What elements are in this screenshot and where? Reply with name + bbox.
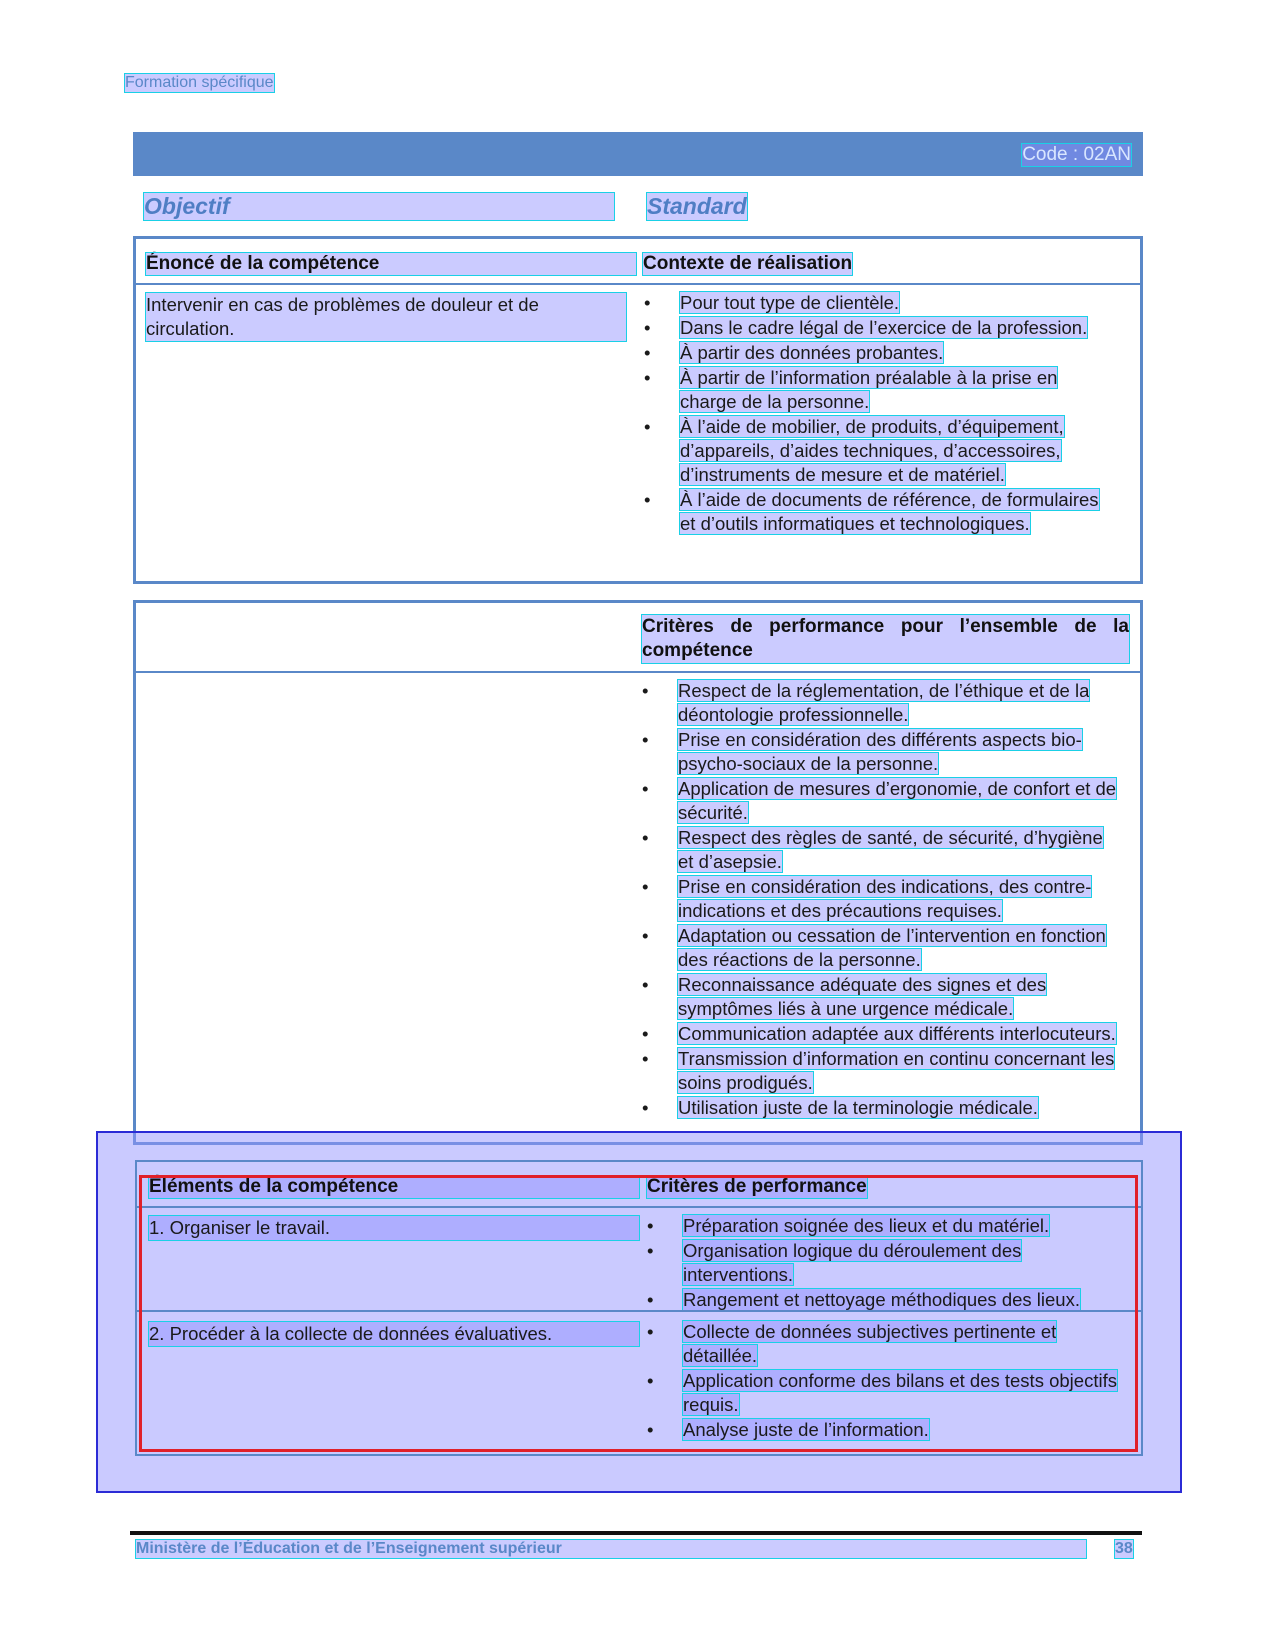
overall-criterion — [642, 1047, 1122, 1095]
context-item-text: Dans le cadre légal de l’exercice de la profession. — [680, 317, 1088, 338]
context-item — [644, 488, 1114, 536]
competence-context-table — [133, 236, 1143, 584]
performance-criterion-text: Analyse juste de l’information. — [683, 1419, 929, 1440]
footer-ministry: Ministère de l’Éducation et de l’Enseignement supérieur — [136, 1540, 1086, 1558]
context-item — [644, 316, 1114, 340]
overall-criterion-text: Adaptation ou cessation de l’intervention en fonction des réactions de la personne. — [678, 925, 1106, 970]
overall-criterion-text: Transmission d’information en continu concernant les soins prodigués. — [678, 1048, 1115, 1093]
element-1: 1. Organiser le travail. — [149, 1216, 639, 1240]
overall-criterion-text: Prise en considération des indications, des contre-indications et des précautions requises. — [678, 876, 1092, 921]
overall-criterion — [642, 924, 1122, 972]
overall-criterion — [642, 679, 1122, 727]
performance-criterion-text: Collecte de données subjectives pertinente et détaillée. — [683, 1321, 1057, 1366]
selected-region-outline — [139, 1175, 1138, 1452]
context-item-text: À partir des données probantes. — [680, 342, 944, 363]
performance-criterion-text: Rangement et nettoyage méthodiques des lieux. — [683, 1289, 1080, 1310]
context-item-text: À l’aide de documents de référence, de formulaires et d’outils informatiques et technologiques. — [680, 489, 1099, 534]
overall-criterion-text: Prise en considération des différents aspects bio-psycho-sociaux de la personne. — [678, 729, 1082, 774]
overall-criteria-header: Critères de performance pour l’ensemble de la compétence — [642, 616, 1129, 661]
performance-criteria-header: Critères de performance — [647, 1176, 867, 1197]
competency-code: Code : 02AN — [1022, 144, 1131, 165]
context-header: Contexte de réalisation — [643, 253, 853, 274]
overall-criterion — [642, 973, 1122, 1021]
overall-criterion-text: Communication adaptée aux différents interlocuteurs. — [678, 1023, 1116, 1044]
overall-criterion-text: Respect de la réglementation, de l’éthique et de la déontologie professionnelle. — [678, 680, 1090, 725]
objective-title: Objectif — [144, 193, 614, 220]
table-divider — [136, 671, 1140, 673]
overall-criterion-text: Application de mesures d’ergonomie, de confort et de sécurité. — [678, 778, 1117, 823]
overall-criterion — [642, 875, 1122, 923]
overall-criterion — [642, 1096, 1122, 1120]
context-item — [644, 415, 1114, 487]
context-item-text: À l’aide de mobilier, de produits, d’équipement, d’appareils, d’aides techniques, d’accessoires, d’instruments de mesure et de matériel. — [680, 416, 1064, 485]
overall-criterion — [642, 1022, 1122, 1046]
table-divider — [136, 283, 1140, 285]
overall-criterion — [642, 728, 1122, 776]
context-item — [644, 366, 1114, 414]
context-item-text: À partir de l’information préalable à la prise en charge de la personne. — [680, 367, 1058, 412]
page-number: 38 — [1115, 1540, 1133, 1557]
overall-criterion-text: Reconnaissance adéquate des signes et des symptômes liés à une urgence médicale. — [678, 974, 1047, 1019]
context-list — [644, 291, 1114, 537]
context-item — [644, 341, 1114, 365]
overall-criteria-table — [133, 600, 1143, 1145]
context-item — [644, 291, 1114, 315]
standard-title: Standard — [647, 193, 747, 219]
overall-criterion — [642, 826, 1122, 874]
overall-criterion-text: Respect des règles de santé, de sécurité, d’hygiène et d’asepsie. — [678, 827, 1103, 872]
performance-criterion-text: Organisation logique du déroulement des interventions. — [683, 1240, 1022, 1285]
footer-rule — [130, 1531, 1142, 1535]
code-bar — [133, 132, 1143, 176]
running-title: Formation spécifique — [125, 74, 274, 91]
context-item-text: Pour tout type de clientèle. — [680, 292, 900, 313]
overall-criteria-list — [642, 679, 1122, 1121]
element-2: 2. Procéder à la collecte de données évaluatives. — [149, 1322, 639, 1346]
performance-criterion-text: Application conforme des bilans et des tests objectifs requis. — [683, 1370, 1117, 1415]
overall-criterion — [642, 777, 1122, 825]
elements-header: Éléments de la compétence — [149, 1176, 639, 1198]
performance-criterion-text: Préparation soignée des lieux et du matériel. — [683, 1215, 1050, 1236]
overall-criterion-text: Utilisation juste de la terminologie médicale. — [678, 1097, 1038, 1118]
statement-header: Énoncé de la compétence — [146, 253, 636, 275]
competence-statement: Intervenir en cas de problèmes de douleur et de circulation. — [146, 293, 626, 341]
